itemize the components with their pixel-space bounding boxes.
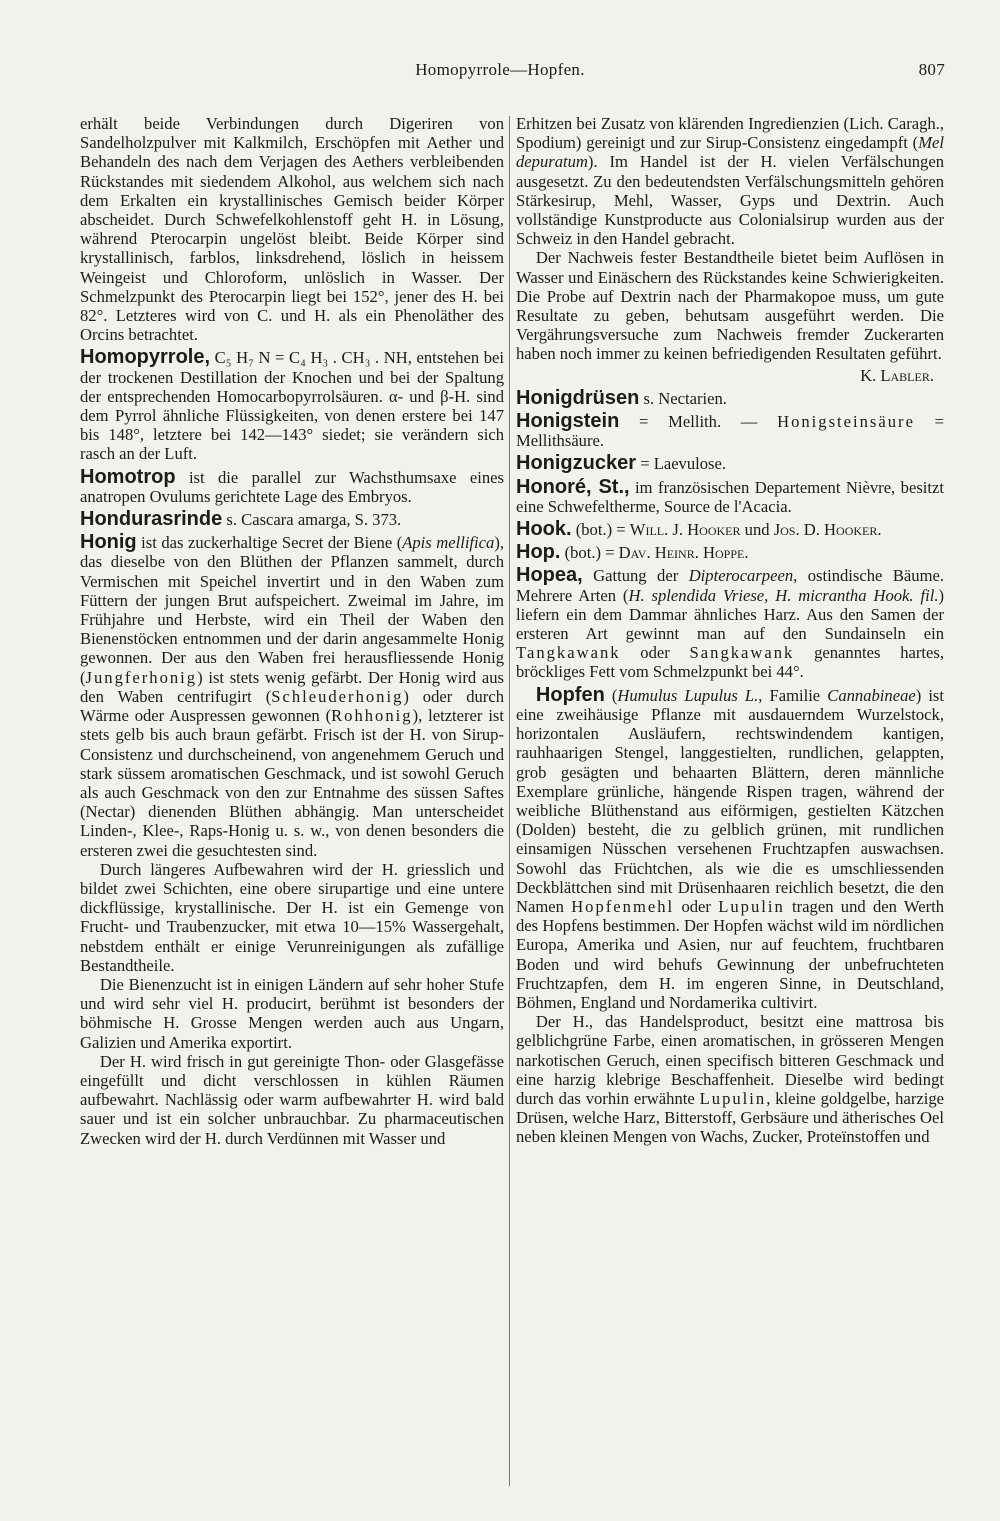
entry-honigdruesen (516, 386, 944, 409)
honigstein-spaced: Honigsteinsäure (777, 412, 915, 432)
hopfen-text-2: , Familie (758, 685, 821, 705)
headword-hop: Hop. (516, 541, 561, 564)
headword-hondurasrinde: Hondurasrinde (80, 508, 223, 531)
honig-spaced-schleuderhonig: Schleuderhonig (271, 686, 404, 706)
headword-homopyrrole: Homopyrrole, (80, 346, 211, 369)
honig-paragraph-nachweis: Der Nachweis fester Bestandtheile bietet beim Auflösen in Wasser und Einäschern des Rückstandes keine Schwierigkeiten. Die Probe auf Dextrin nach der Pharmakopoe muss, um gute Resultate zu geben, behutsam ausgeführt werden. Die Vergährungsversuche zum Nachweis fremder Zuckerarten haben noch immer zu keinen befriedigenden Resultaten geführt. (516, 248, 944, 364)
honig-cont-text-a: Erhitzen bei Zusatz von klärenden Ingredienzien (Lich. Caragh., Spodium) gereinigt und zur Sirup-Consistenz eingedampft ( (516, 114, 944, 153)
handel-spaced: Lupulin (699, 1088, 767, 1108)
honig-paragraph-aufbewahren: Durch längeres Aufbewahren wird der H. griesslich und bildet zwei Schichten, eine obere sirupartige und eine untere dickflüssige, krystallinische. Der H. ist ein Gemenge von Frucht- und Traubenzucker, mit etwa 10—15% Wassergehalt, nebstdem enthält er einige Verunreinigungen als zufällige Bestandtheile. (80, 859, 504, 975)
entry-honig (80, 533, 504, 859)
entry-continuation: erhält beide Verbindungen durch Digeriren von Sandelholzpulver mit Kalkmilch, Erschöpfen mit Aether und Behandeln des nach dem Verjagen des Aethers verbleibenden Rückstandes mit siedendem Alkohol, aus welchem sich nach dem Erkalten ein krystallinisches Gemisch beider Körper abscheidet. Durch Schwefelkohlenstoff geht H. in Lösung, während Pterocarpin ungelöst bleibt. Beide Körper sind krystallinisch, farblos, linksdrehend, löslich in heissem Weingeist und Chloroform, unlöslich in Wasser. Der Schmelzpunkt des Pterocarpin liegt bei 152°, jener des H. bei 82°. Letzteres wird von C. und H. als ein Phenoläther des Orcins betrachtet. (80, 114, 504, 345)
hook-author-2: Jos. D. Hooker (773, 520, 878, 540)
hopfen-text-5: tragen und den Werth des Hopfens bestimmen. Der Hopfen wächst wild im nördlichen Europa, Amerika und Asien, nur auf feuchtem, fruchtbaren Boden und wird behufs Gewinnung der unbefruchteten Fruchtzapfen, dem H. im engeren Sinne, in Deutschland, Böhmen, England und Nordamerika cultivirt. (516, 896, 944, 1012)
entry-honigzucker (516, 454, 944, 473)
hop-text-1: (bot.) = (564, 543, 615, 563)
honig-text-2: ), das dieselbe von den Blüthen der Pflanzen sammelt, durch Vermischen mit Speichel invertirt und in den Waben zum Füttern der jungen Brut aufspeichert. Zweimal im Jahre, im Frühjahre und Herbste, wird ein Theil der Waben den Bienenstöcken entnommen und der darin angesammelte Honig gewonnen. Der aus den Waben frei herausfliessende Honig ( (80, 533, 504, 687)
honig-text-4: ) oder durch Wärme oder Auspressen gewonnen ( (80, 686, 504, 726)
hopfen-italic-2: Cannabineae (827, 685, 916, 705)
honig-italic-mel: Mel depuratum (516, 133, 944, 172)
entry-honigstein (516, 412, 944, 450)
headword-honigdruesen: Honigdrüsen (516, 386, 640, 409)
honig-spaced-jungferhonig: Jungferhonig (85, 667, 198, 687)
hopfen-text-3: ) ist eine zweihäusige Pflanze mit ausdauerndem Wurzelstock, horizontalen Ausläufern, rechtswindendem kantigen, rauhhaarigen Stengel, langgestielten, rundlichen, gelappten, grob gesägten und behaarten Blättern, deren männliche Exemplare grünliche, hängende Rispen tragen, während der weibliche Blüthenstand aus eiförmigen, gestielten Kätzchen (Dolden) besteht, die zu gelblich grünen, mit rundlichen einsamigen Nüsschen versehenen Fruchtzapfen auswachsen. Sowohl das Früchtchen, als wie die es umschliessenden Deckblättchen sind mit Drüsenhaaren reichlich besetzt, die den Namen (516, 685, 944, 916)
hook-author-1: Will. J. Hooker (629, 520, 741, 540)
headword-hopfen: Hopfen (535, 683, 605, 706)
headword-homotrop: Homotrop (80, 465, 176, 488)
headword-honig: Honig (80, 531, 137, 554)
hopea-text-2: , ostindische Bäume. Mehrere Arten ( (516, 566, 944, 605)
hopfen-text-4: oder (681, 896, 711, 916)
headword-honigzucker: Honigzucker (516, 452, 637, 475)
hopea-text-5: genanntes hartes, bröckliges Fett vom Schmelzpunkt bei 44°. (516, 643, 944, 682)
left-column (80, 114, 504, 1494)
homotrop-text: ist die parallel zur Wachsthumsaxe eines anatropen Ovulums gerichtete Lage des Embryos. (80, 467, 504, 506)
entry-honore (516, 475, 944, 516)
running-title: Homopyrrole—Hopfen. (415, 60, 585, 79)
headword-honigstein: Honigstein (516, 410, 620, 433)
honig-text-3: ) ist stets wenig gefärbt. Der Honig wird aus den Waben centrifugirt ( (80, 667, 504, 706)
hook-text-3: . (877, 520, 882, 540)
honig-paragraph-frisch: Der H. wird frisch in gut gereinigte Thon- oder Glasgefässe eingefüllt und dicht verschlossen in kühlen Räumen aufbewahrt. Nachlässig oder warm aufbewahrter H. wird bald sauer und ist ein solcher unbrauchbar. Zu pharmaceutischen Zwecken wird der H. durch Verdünnen mit Wasser und (80, 1051, 504, 1148)
hopfen-text-1: ( (611, 685, 618, 705)
headword-hopea: Hopea, (516, 564, 583, 587)
honig-paragraph-bienenzucht: Die Bienenzucht ist in einigen Ländern auf sehr hoher Stufe und wird sehr viel H. producirt, berühmt ist besonders der böhmische H. Grosse Mengen werden auch aus Ungarn, Galizien und Amerika exportirt. (80, 974, 504, 1052)
entry-hopea (516, 566, 944, 681)
handel-text-2: , kleine goldgelbe, harzige Drüsen, welche Harz, Bitterstoff, Gerbsäure und ätherisches Oel neben kleinen Mengen von Wachs, Zucker, Proteïnstoffen und (516, 1088, 944, 1147)
homopyrrole-formula: C₅ H₇ N = C₄ H₃ . CH₃ . NH, (214, 348, 412, 368)
hopfen-spaced-1: Hopfenmehl (571, 896, 675, 916)
hopfen-italic-1: Humulus Lupulus L. (617, 685, 759, 705)
headword-hook: Hook. (516, 518, 572, 541)
entry-hop (516, 543, 944, 562)
hopfen-paragraph-handel (516, 1012, 944, 1146)
homopyrrole-text: entstehen bei der trockenen Destillation der Knochen und bei der Spaltung der entsprechenden Homocarbopyrrolsäuren. α- und β-H. sind dem Pyrrol ähnliche Flüssigkeiten, von denen erstere bei 147 bis 148°, letztere bei 142—143° siedet; sie verändern sich rasch an der Luft. (80, 348, 504, 464)
honigstein-text-2: = Mellithsäure. (516, 412, 944, 451)
handel-text-1: Der H., das Handelsproduct, besitzt eine mattrosa bis gelblichgrüne Farbe, einen aromatischen, in grösseren Mengen narkotischen Geruch, einen specifisch bitteren Geschmack und eine harzig klebrige Beschaffenheit. Dieselbe wird bedingt durch das vorhin erwähnte (516, 1012, 944, 1108)
column-divider (509, 116, 510, 1486)
hopea-italic-2: H. splendida Vriese, H. micrantha Hook. fil. (628, 585, 939, 605)
entry-hopfen (516, 683, 944, 1012)
right-column (516, 114, 944, 1494)
hopfen-spaced-2: Lupulin (718, 896, 785, 916)
honore-text: im französischen Departement Nièvre, besitzt eine Schwefeltherme, Source de l'Acacia. (516, 477, 944, 516)
hopea-spaced-2: Sangkawank (689, 643, 795, 663)
honig-spaced-rohhonig: Rohhonig (331, 706, 413, 726)
hopea-spaced-1: Tangkawank (516, 643, 621, 663)
honig-continuation (516, 114, 944, 248)
entry-homotrop (80, 465, 504, 506)
entry-hondurasrinde (80, 510, 504, 529)
entry-hook (516, 520, 944, 539)
hopea-italic-1: Dipterocarpeen (688, 566, 794, 586)
honig-cont-text-b: ). Im Handel ist der H. vielen Verfälschungen ausgesetzt. Zu den bedeutendsten Verfälschungsmitteln gehören Stärkesirup, Mehl, Wasser, Gyps und Dextrin. Auch vollständige Kunstproducte aus Colonialsirup wurden aus der Schweiz in den Handel gebracht. (516, 152, 944, 249)
honig-text-5: ), letzterer ist stets gelb bis auch braun gefärbt. Frisch ist der H. von Sirup-Consistenz und durchscheinend, von angenehmem Geruch und stark süssem aromatischen Geschmack, und ist sowohl Geruch als auch Geschmack von den zur Entnahme des süssen Saftes (Nectar) dienenden Blüthen abhängig. Man unterscheidet Linden-, Klee-, Raps-Honig u. s. w., von denen besonders die ersteren zwei die gesuchtesten sind. (80, 706, 504, 860)
hopea-text-3: ) liefern ein dem Dammar ähnliches Harz. Aus den Samen der ersteren Art gewinnt man auf den Sundainseln ein (516, 585, 944, 644)
page-number: 807 (918, 60, 945, 79)
author-signature-row (516, 366, 944, 385)
hopea-text-4: oder (640, 643, 670, 663)
hopea-text-1: Gattung der (593, 566, 679, 586)
honig-text-1: ist das zuckerhaltige Secret der Biene ( (141, 533, 403, 553)
hook-text-1: (bot.) = (575, 520, 626, 540)
hook-text-2: und (744, 520, 770, 540)
honigstein-text-1: = Mellith. — (639, 412, 758, 432)
headword-honore: Honoré, St., (516, 475, 630, 498)
entry-homopyrrole (80, 348, 504, 463)
honigdruesen-text: s. Nectarien. (643, 388, 727, 408)
hop-text-2: . (744, 543, 749, 563)
honig-italic-apis: Apis mellifica (402, 533, 495, 553)
hop-author: Dav. Heinr. Hoppe (618, 543, 745, 563)
honigzucker-text: = Laevulose. (640, 454, 727, 474)
author-signature: K. Labler. (860, 365, 934, 385)
hondurasrinde-text: s. Cascara amarga, S. 373. (226, 510, 402, 530)
